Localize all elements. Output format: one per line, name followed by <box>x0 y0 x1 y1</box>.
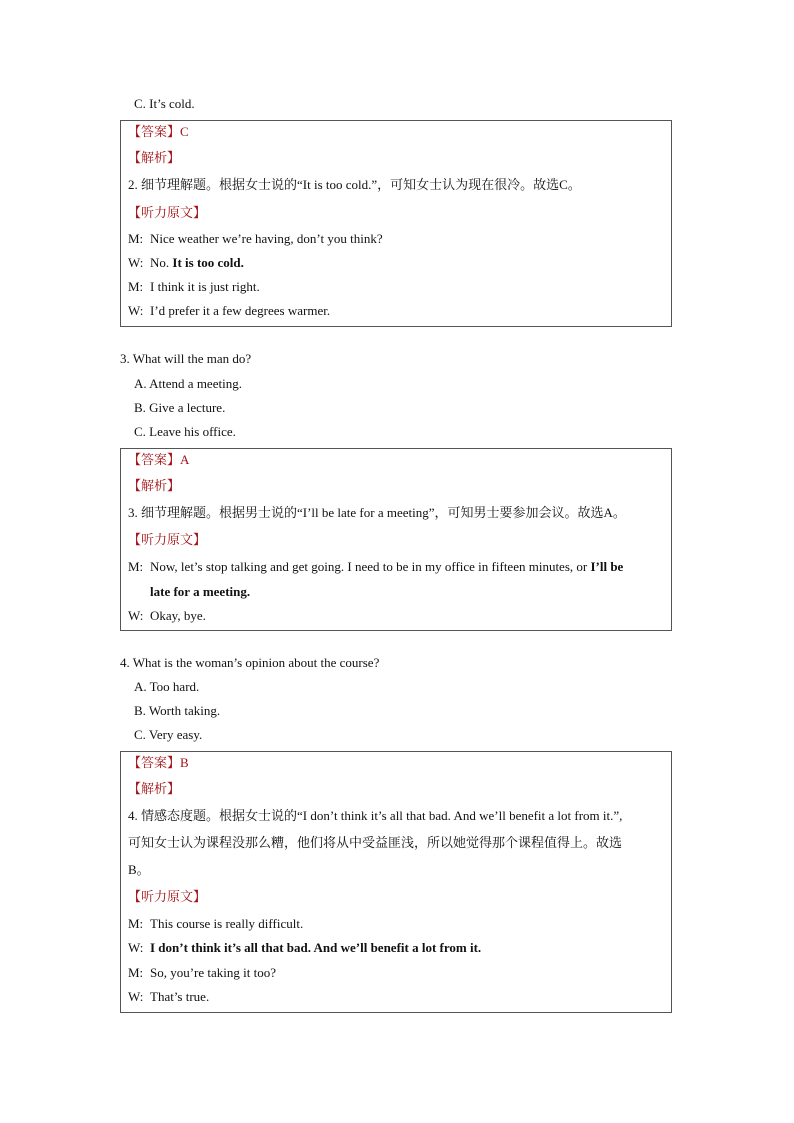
speaker: W: <box>128 255 144 270</box>
answer-label: 【答案】 <box>128 124 181 139</box>
dialog-key-text: It is too cold. <box>172 255 244 270</box>
answer-row <box>128 124 189 140</box>
answer-label: 【答案】 <box>128 452 181 467</box>
transcript-line <box>128 608 206 624</box>
transcript-line <box>128 989 209 1005</box>
analysis-label: 【解析】 <box>128 150 181 165</box>
dialog-text: I’d prefer it a few degrees warmer. <box>150 303 331 318</box>
transcript-line <box>128 965 276 981</box>
answer-value: A <box>180 452 190 467</box>
speaker: W: <box>128 608 144 623</box>
answer-box-q3 <box>120 448 672 631</box>
analysis-text: 4. 情感态度题。根据女士说的“I don’t think it’s all that bad. And we’ll benefit a lot from it.”, <box>128 808 623 823</box>
option-b: B. Worth taking. <box>134 703 221 718</box>
question-4: 4. What is the woman’s opinion about the course? <box>120 655 380 670</box>
dialog-key-text: I don’t think it’s all that bad. And we’ll benefit a lot from it. <box>150 940 482 955</box>
analysis-text: 可知女士认为课程没那么糟，他们将从中受益匪浅，所以她觉得那个课程值得上。故选 <box>128 835 623 850</box>
answer-box-q4 <box>120 751 672 1013</box>
speaker: M: <box>128 279 144 294</box>
transcript-label: 【听力原文】 <box>128 889 207 904</box>
transcript-line <box>128 916 303 932</box>
transcript-line <box>128 559 623 575</box>
transcript-line <box>128 279 260 295</box>
answer-value: C <box>180 124 189 139</box>
option-c: C. Very easy. <box>134 727 203 742</box>
option-c: C. It’s cold. <box>134 96 195 111</box>
question-3: 3. What will the man do? <box>120 351 252 366</box>
dialog-text: I think it is just right. <box>150 279 260 294</box>
transcript-line <box>128 231 383 247</box>
speaker: M: <box>128 231 144 246</box>
answer-value: B <box>180 755 189 770</box>
answer-label: 【答案】 <box>128 755 181 770</box>
speaker: W: <box>128 303 144 318</box>
analysis-label: 【解析】 <box>128 781 181 796</box>
speaker: W: <box>128 989 144 1004</box>
dialog-text: This course is really difficult. <box>150 916 304 931</box>
speaker: M: <box>128 965 144 980</box>
answer-row <box>128 755 189 771</box>
dialog-text: No. <box>150 255 173 270</box>
speaker: W: <box>128 940 144 955</box>
dialog-key-text: I’ll be <box>590 559 624 574</box>
dialog-text: Now, let’s stop talking and get going. I need to be in my office in fifteen minutes, or <box>150 559 591 574</box>
dialog-text: Okay, bye. <box>150 608 206 623</box>
transcript-label: 【听力原文】 <box>128 532 207 547</box>
analysis-text: 2. 细节理解题。根据女士说的“It is too cold.”，可知女士认为现在很冷。故选C。 <box>128 177 581 192</box>
analysis-label: 【解析】 <box>128 478 181 493</box>
dialog-text: So, you’re taking it too? <box>150 965 277 980</box>
dialog-text: Nice weather we’re having, don’t you think? <box>150 231 383 246</box>
transcript-line <box>128 255 244 271</box>
dialog-text: That’s true. <box>150 989 210 1004</box>
speaker: M: <box>128 916 144 931</box>
dialog-key-text-cont: late for a meeting. <box>150 584 251 599</box>
answer-row <box>128 452 189 468</box>
option-a: A. Attend a meeting. <box>134 376 242 391</box>
answer-box-q2 <box>120 120 672 327</box>
option-a: A. Too hard. <box>134 679 200 694</box>
transcript-line <box>128 303 330 319</box>
analysis-text: 3. 细节理解题。根据男士说的“I’ll be late for a meeting”，可知男士要参加会议。故选A。 <box>128 505 626 520</box>
analysis-text: B。 <box>128 862 150 877</box>
option-b: B. Give a lecture. <box>134 400 226 415</box>
transcript-label: 【听力原文】 <box>128 205 207 220</box>
transcript-line <box>128 940 481 956</box>
option-c: C. Leave his office. <box>134 424 236 439</box>
speaker: M: <box>128 559 144 574</box>
